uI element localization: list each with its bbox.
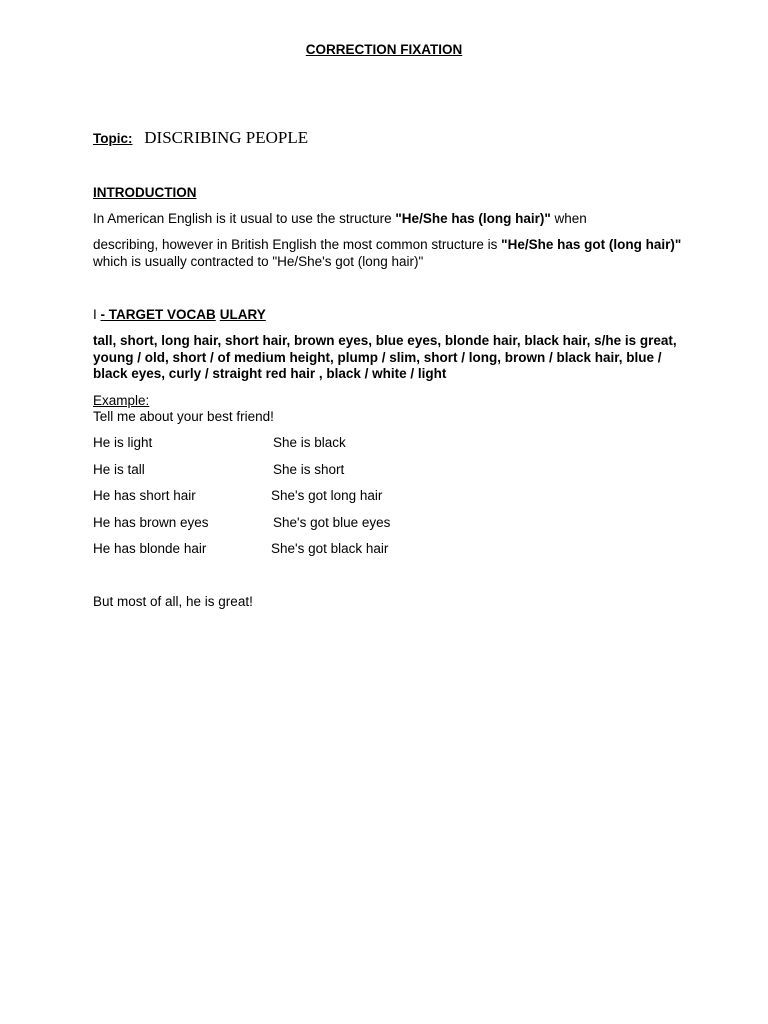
example-he-2: He is tall [93, 462, 145, 477]
example-she-3: She's got long hair [271, 488, 383, 503]
example-closing: But most of all, he is great! [93, 594, 253, 609]
introduction-line-1 [93, 211, 587, 226]
vocab-prefix: I [93, 307, 101, 322]
example-label: Example: [93, 393, 150, 408]
topic-value: DISCRIBING PEOPLE [144, 128, 309, 147]
example-he-3: He has short hair [93, 488, 196, 503]
intro-structure-british: "He/She has got (long hair)" [501, 237, 682, 252]
example-prompt: Tell me about your best friend! [93, 409, 274, 424]
example-he-1: He is light [93, 435, 153, 450]
intro-text: which is usually contracted to "He/She's got (long hair)" [93, 253, 424, 269]
example-he-4: He has brown eyes [93, 515, 209, 530]
topic-label: Topic: [93, 131, 133, 146]
intro-structure-american: "He/She has (long hair)" [395, 211, 551, 226]
intro-text: describing, however in British English the most common structure is [93, 237, 502, 252]
introduction-line-2 [93, 237, 683, 270]
example-she-1: She is black [273, 435, 346, 450]
vocab-heading [93, 307, 266, 322]
vocab-heading-part2: ULARY [219, 307, 266, 322]
document-title: CORRECTION FIXATION [305, 42, 463, 57]
vocab-heading-part1: - TARGET VOCAB [100, 307, 216, 322]
intro-text: In American English is it usual to use the structure [93, 211, 396, 226]
vocab-list: tall, short, long hair, short hair, brown eyes, blue eyes, blonde hair, black hair, s/he is great, young / old, short / of medium height, plump / slim, short / long, brown / black hair, blue / black eyes, curly / straight red hair , black / white / light [93, 333, 677, 381]
intro-text: when [550, 211, 587, 226]
example-she-5: She's got black hair [271, 541, 389, 556]
topic-line [93, 128, 308, 148]
example-he-5: He has blonde hair [93, 541, 207, 556]
introduction-heading: INTRODUCTION [93, 185, 197, 200]
example-she-2: She is short [273, 462, 345, 477]
example-she-4: She's got blue eyes [273, 515, 391, 530]
